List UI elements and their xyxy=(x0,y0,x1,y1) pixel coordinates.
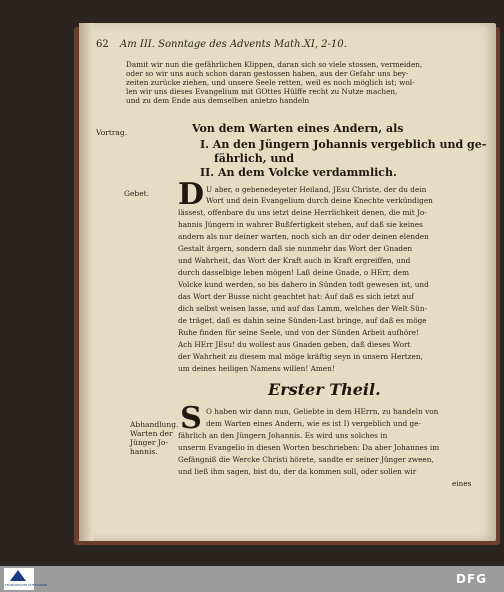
page-gutter xyxy=(79,23,93,541)
dfg-logo[interactable]: DFG xyxy=(456,572,488,586)
section-line: Gefängniß die Wercke Christi hörete, sandte er seiner Jünger zween, xyxy=(178,455,434,464)
running-title: Am III. Sonntage des Advents Math.XI, 2-10. xyxy=(120,39,347,50)
heading-point-1: I. An den Jüngern Johannis vergeblich und ge- xyxy=(200,138,487,151)
prayer-line: lässest, offenbare du uns ietzt deine Herrlichkeit denen, die mit Jo- xyxy=(178,208,427,217)
section-line: dem Warten eines Andern, wie es ist I) vergeblich und ge- xyxy=(206,419,421,428)
prayer-line: Ach HErr JEsu! du wollest aus Gnaden geben, daß dieses Wort xyxy=(178,340,411,349)
intro-line: Damit wir nun die gefährlichen Klippen, daran sich so viele stossen, vermeiden, xyxy=(126,60,423,69)
section-line: O haben wir dann nun, Geliebte in dem HErrn, zu handeln von xyxy=(206,407,439,416)
margin-note-abhandlung-3: Jünger Jo- xyxy=(130,438,168,447)
margin-note-gebet: Gebet. xyxy=(124,189,150,198)
intro-line: len wir uns dieses Evangelium mit GOttes Hülffe recht zu Nutze machen, xyxy=(126,87,398,96)
section-line: unserm Evangelio in diesen Worten beschrieben: Da aber Johannes im xyxy=(178,443,440,452)
heading-point-2: II. An dem Volcke verdammlich. xyxy=(200,166,397,179)
viewer-footer-bar xyxy=(0,566,504,592)
prayer-line: um deines heiligen Namens willen! Amen! xyxy=(178,364,335,373)
prayer-line: hannis Jüngern in wahrer Bußfertigkeit stehen, auf daß sie keines xyxy=(178,220,423,229)
margin-note-vortrag: Vortrag. xyxy=(96,128,128,137)
heading-point-1-cont: fährlich, und xyxy=(214,152,295,165)
page-number: 62 xyxy=(96,39,109,50)
prayer-line: Volcke kund werden, so bis dahero in Sünden todt gewesen ist, und xyxy=(178,280,429,289)
library-logo-text: FRANCKESCHE STIFTUNGEN xyxy=(5,583,48,587)
intro-line: und zu dem Ende aus demselben anietzo handeln xyxy=(126,96,310,105)
prayer-line: Wort und dein Evangelium durch deine Knechte verkündigen xyxy=(206,196,433,205)
prayer-line: andern als nur deiner warten, noch sich an dir oder deinen elenden xyxy=(178,232,429,241)
intro-line: oder so wir uns auch schon daran gestossen haben, aus der Gefahr uns bey- xyxy=(126,69,409,78)
prayer-line: Ruhe finden für seine Seele, und von der Sünden Arbeit aufhöre! xyxy=(178,328,420,337)
section-line: und ließ ihm sagen, bist du, der da kommen soll, oder sollen wir xyxy=(178,467,417,476)
prayer-line: dich selbst weisen lasse, und auf das Lamm, welches der Welt Sün- xyxy=(178,304,428,313)
heading-main: Von dem Warten eines Andern, als xyxy=(192,122,404,135)
prayer-line: durch dasselbige leben mögen! Laß deine Gnade, o HErr, dem xyxy=(178,268,410,277)
prayer-dropcap: D xyxy=(178,177,205,212)
prayer-line: und Wahrheit, das Wort der Kraft auch in Kraft ergreiffen, und xyxy=(178,256,411,265)
margin-note-abhandlung-2: Warten der xyxy=(130,429,173,438)
section-title: Erster Theil. xyxy=(268,380,381,399)
prayer-line: das Wort der Busse nicht geachtet hat: Auf daß es sich ietzt auf xyxy=(178,292,414,301)
margin-note-abhandlung-1: Abhandlung. xyxy=(130,420,179,429)
running-header xyxy=(96,39,486,53)
margin-note-abhandlung-4: hannis. xyxy=(130,447,158,456)
prayer-line: Gestalt ärgern, sondern daß sie nunmehr das Wort der Gnaden xyxy=(178,244,413,253)
section-line: fährlich an den Jüngern Johannis. Es wird uns solches in xyxy=(178,431,388,440)
prayer-line: der Wahrheit zu diesem mal möge kräftig seyn in unsern Hertzen, xyxy=(178,352,423,361)
prayer-line: de träget, daß es dahin seine Sünden-Last bringe, auf daß es möge xyxy=(178,316,427,325)
catchword: eines xyxy=(452,479,472,488)
prayer-line: U aber, o gebenedeyeter Heiland, JEsu Christe, der du dein xyxy=(206,185,427,194)
section-dropcap: S xyxy=(180,401,202,436)
intro-line: zeiten zurücke ziehen, und unsere Seele retten, weil es noch möglich ist; wol- xyxy=(126,78,415,87)
